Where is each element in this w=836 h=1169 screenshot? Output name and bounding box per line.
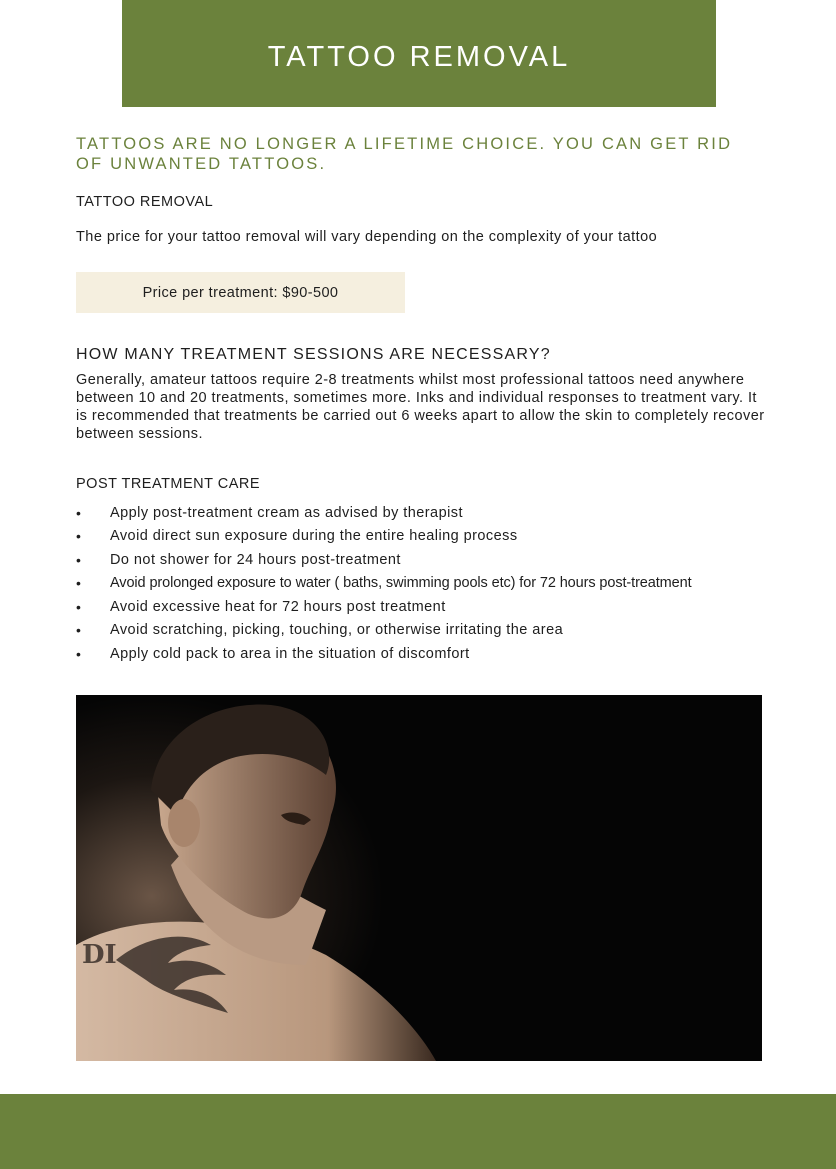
header-banner [122,0,716,107]
care-item-text: Avoid scratching, picking, touching, or otherwise irritating the area [110,622,564,639]
list-item [76,501,692,525]
care-item-text: Do not shower for 24 hours post-treatment [110,551,401,568]
care-list [76,501,692,666]
bullet: • [76,504,82,521]
page-title: TATTOO REMOVAL [267,41,571,73]
bullet: • [76,622,82,639]
care-heading: POST TREATMENT CARE [76,476,261,492]
removal-heading: TATTOO REMOVAL [76,194,214,210]
bullet: • [76,598,82,615]
removal-description: The price for your tattoo removal will vary depending on the complexity of your tattoo [76,229,658,245]
sessions-heading: HOW MANY TREATMENT SESSIONS ARE NECESSARY? [76,346,551,363]
list-item [76,548,692,572]
tattoo-photo [76,695,762,1061]
price-box [76,272,405,313]
care-item-text: Avoid prolonged exposure to water ( baths, swimming pools etc) for 72 hours post-treatment [110,575,692,592]
care-item-text: Avoid direct sun exposure during the entire healing process [110,528,518,545]
list-item [76,525,692,549]
man-with-tattoo-illustration [76,695,762,1061]
care-item-text: Apply cold pack to area in the situation of discomfort [110,645,470,662]
price-label: Price per treatment: $90-500 [142,284,339,301]
list-item [76,595,692,619]
bullet: • [76,528,82,545]
bullet: • [76,575,81,592]
care-item-text: Apply post-treatment cream as advised by therapist [110,504,463,521]
sessions-body: Generally, amateur tattoos require 2-8 treatments whilst most professional tattoos need anywhere between 10 and 20 treatments, sometimes more. Inks and individual responses to treatment vary. It is recommended that treatments be carried out 6 weeks apart to allow the skin to completely recover between sessions. [76,372,765,442]
bullet: • [76,551,82,568]
care-item-text: Avoid excessive heat for 72 hours post treatment [110,598,446,615]
list-item [76,619,692,643]
tagline: TATTOOS ARE NO LONGER A LIFETIME CHOICE. YOU CAN GET RID OF UNWANTED TATTOOS. [76,135,733,173]
footer-banner [0,1094,836,1169]
list-item [76,572,692,596]
list-item [76,642,692,666]
bullet: • [76,645,82,662]
svg-text:DI: DI [82,940,117,970]
